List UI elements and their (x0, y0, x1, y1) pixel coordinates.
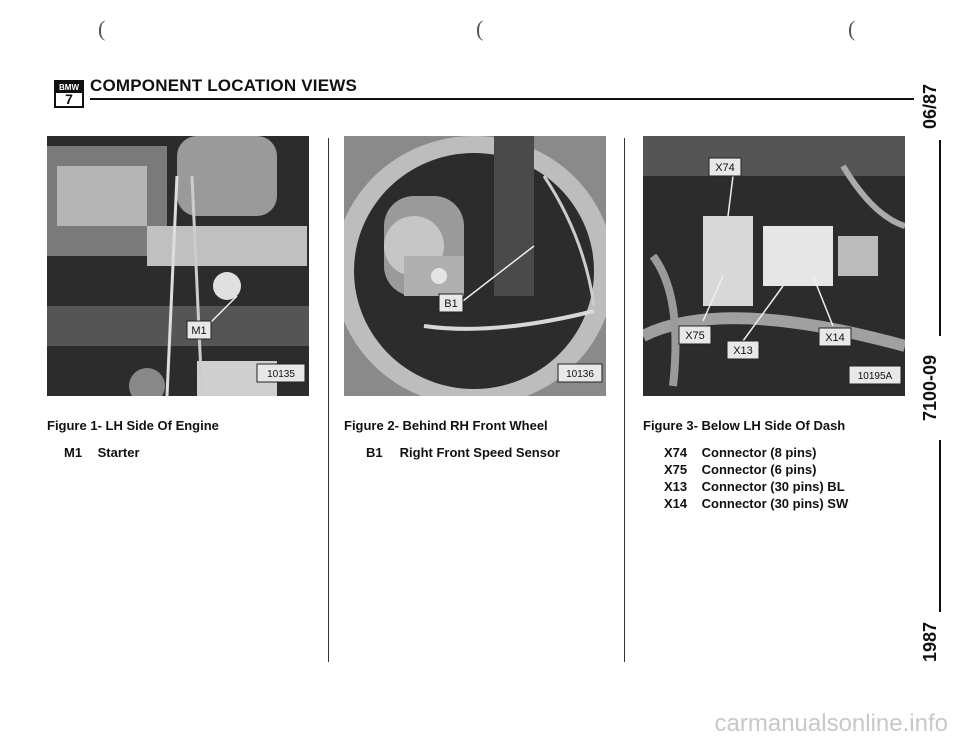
legend-text: Connector (30 pins) BL (701, 479, 845, 494)
callout-x75: X75 (685, 330, 705, 342)
side-date: 06/87 (920, 83, 940, 129)
legend-row (366, 444, 560, 461)
legend-row (664, 444, 848, 461)
photo-number: 10195A (857, 371, 893, 382)
legend-row (64, 444, 140, 461)
page-title: COMPONENT LOCATION VIEWS (90, 76, 358, 95)
legend-code: B1 (366, 445, 383, 460)
legend-code: X13 (664, 479, 688, 494)
legend-code: X75 (664, 462, 688, 477)
legend-row (664, 495, 848, 512)
header-rule (90, 98, 914, 100)
callout-x74: X74 (715, 162, 735, 174)
photo-number: 10135 (267, 369, 295, 380)
scan-mark: ( (476, 16, 484, 41)
legend-row (664, 478, 848, 495)
figure-1-caption: Figure 1- LH Side Of Engine (47, 418, 219, 433)
watermark: carmanualsonline.info (714, 710, 948, 737)
legend-text: Starter (97, 445, 140, 460)
legend-code: M1 (64, 445, 83, 460)
side-code: 7100-09 (920, 354, 940, 422)
column-divider (624, 138, 625, 662)
legend-text: Connector (30 pins) SW (701, 496, 849, 511)
logo-brand: BMW (56, 82, 82, 93)
photo-number: 10136 (566, 369, 594, 380)
legend-row (664, 461, 848, 478)
column-divider (328, 138, 329, 662)
legend-code: X74 (664, 445, 688, 460)
scan-mark: ( (98, 16, 106, 41)
side-line (939, 140, 941, 336)
callout-x13: X13 (733, 345, 753, 357)
side-year: 1987 (920, 621, 940, 663)
figure-1-photo (47, 136, 309, 396)
page-header (54, 76, 914, 108)
scan-mark: ( (848, 16, 856, 41)
side-line (939, 440, 941, 612)
figure-3-legend (664, 444, 848, 512)
legend-text: Right Front Speed Sensor (399, 445, 560, 460)
callout-m1: M1 (191, 325, 207, 337)
figure-3-photo (643, 136, 905, 396)
logo-number: 7 (65, 91, 73, 107)
figure-2-legend (366, 444, 560, 461)
callout-x14: X14 (825, 332, 845, 344)
bmw-logo-icon (54, 80, 84, 108)
figure-2-photo (344, 136, 606, 396)
legend-text: Connector (8 pins) (701, 445, 817, 460)
figure-1-legend (64, 444, 140, 461)
legend-text: Connector (6 pins) (701, 462, 817, 477)
callout-b1: B1 (444, 298, 458, 310)
figure-3-caption: Figure 3- Below LH Side Of Dash (643, 418, 846, 433)
figure-2-caption: Figure 2- Behind RH Front Wheel (344, 418, 548, 433)
legend-code: X14 (664, 496, 688, 511)
